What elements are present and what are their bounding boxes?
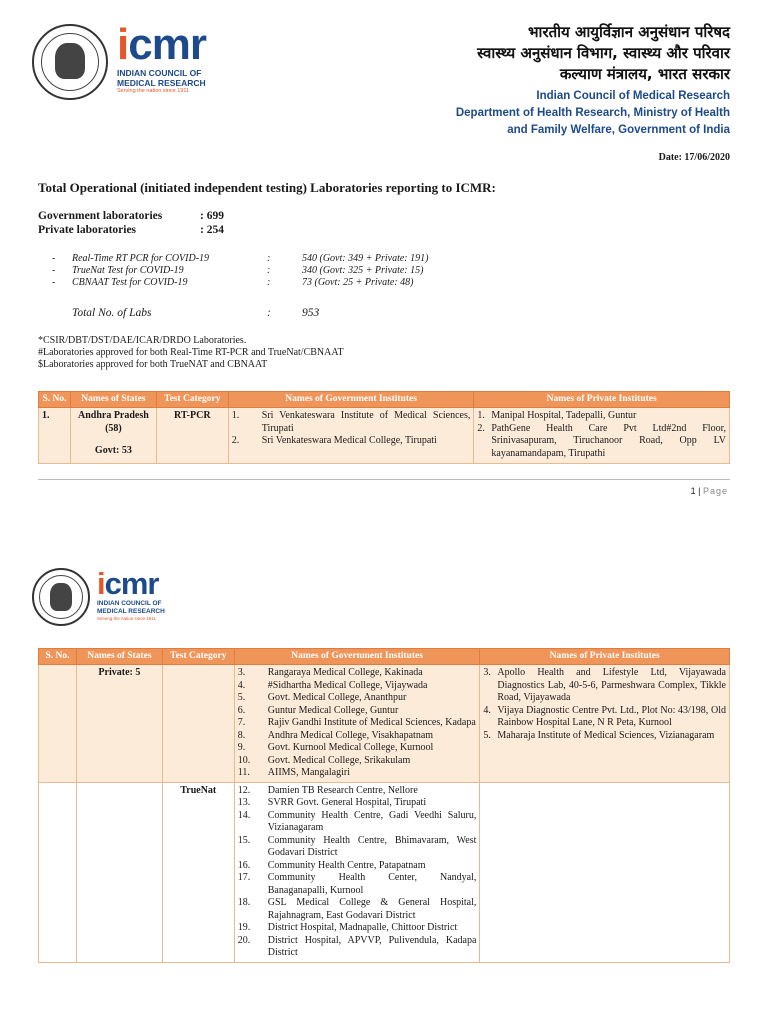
row-category: RT-PCR — [156, 408, 228, 464]
table-row — [39, 665, 730, 783]
row-govt-list — [234, 665, 480, 783]
row-sno: 1. — [39, 408, 71, 464]
test-row: - Real-Time RT PCR for COVID-19 : 540 (Govt: 349 + Private: 191) — [52, 253, 429, 264]
row-state — [76, 782, 162, 962]
row-state: Private: 5 — [76, 665, 162, 783]
row-category: TrueNat — [162, 782, 234, 962]
list-item: 1. Manipal Hospital, Tadepalli, Guntur — [477, 410, 637, 421]
logo-tagline: Serving the nation since 1911 — [97, 616, 156, 621]
test-row: - TrueNat Test for COVID-19 : 340 (Govt: 325 + Private: 15) — [52, 265, 424, 276]
header-private-institutes: Names of Private Institutes — [474, 392, 730, 408]
row-sno — [39, 782, 77, 962]
test-breakdown — [52, 253, 428, 289]
page-divider — [38, 479, 730, 480]
list-item: 10. Govt. Medical College, Srikakulam — [237, 754, 411, 766]
row-category — [162, 665, 234, 783]
page-title: Total Operational (initiated independent testing) Laboratories reporting to ICMR: — [38, 180, 496, 195]
icmr-logo: icmr — [97, 566, 159, 601]
list-item: 1. Sri Venkateswara Institute of Medical Sciences, Tirupati — [231, 410, 471, 434]
lab-counts — [38, 209, 224, 237]
page-number: 1 | Page — [690, 486, 728, 496]
hindi-header: भारतीय आयुर्विज्ञान अनुसंधान परिषद स्वास्थ्य अनुसंधान विभाग, स्वास्थ्य और परिवार कल्याण मंत्रालय, भारत सरकार — [477, 23, 730, 83]
table-header-row — [39, 392, 730, 408]
row-state: Andhra Pradesh (58) Govt: 53 — [70, 408, 156, 464]
count-row: Government laboratories : 699 — [38, 210, 224, 222]
header-sno: S. No. — [39, 649, 77, 665]
list-item: 9. Govt. Kurnool Medical College, Kurnool — [237, 742, 434, 753]
list-item: 8. Andhra Medical College, Visakhapatnam — [237, 729, 434, 741]
footnotes: *CSIR/DBT/DST/DAE/ICAR/DRDO Laboratories. #Laboratories approved for both Real-Time RT-PCR and TrueNat/CBNAAT $Laboratories approved for both TrueNAT and CBNAAT — [38, 335, 344, 370]
row-govt-list — [234, 782, 480, 962]
page-2 — [0, 560, 768, 1024]
header-govt-institutes: Names of Government Institutes — [234, 649, 480, 665]
list-item: 3. Rangaraya Medical College, Kakinada — [237, 667, 423, 678]
document-date: Date: 17/06/2020 — [658, 152, 730, 163]
page-1 — [0, 0, 768, 510]
government-emblem-seal-icon — [32, 568, 90, 626]
header-category: Test Category — [156, 392, 228, 408]
table-header-row — [39, 649, 730, 665]
total-labs: Total No. of Labs : 953 — [72, 307, 320, 319]
list-item: 20. District Hospital, APVVP, Pulivendula, Kadapa District — [237, 934, 477, 958]
table-row — [39, 782, 730, 962]
list-item: 14. Community Health Centre, Gadi Veedhi Saluru, Vizianagaram — [237, 809, 477, 833]
header-sno: S. No. — [39, 392, 71, 408]
list-item: 2. PathGene Health Care Pvt Ltd#2nd Floor, Srinivasapuram, Tiruchanoor Road, Opp LV kayanamandapam, Tirupathi — [477, 422, 726, 459]
list-item: 6. Guntur Medical College, Guntur — [237, 704, 399, 716]
labs-table-page-2 — [38, 648, 730, 963]
list-item: 5. Govt. Medical College, Ananthpur — [237, 692, 407, 703]
list-item: 17. Community Health Center, Nandyal, Banaganapalli, Kurnool — [237, 872, 477, 896]
row-sno — [39, 665, 77, 783]
row-govt-list — [228, 408, 474, 464]
icmr-logo: icmr — [117, 20, 206, 69]
list-item: 5. Maharaja Institute of Medical Sciences, Vizianagaram — [483, 729, 715, 741]
header-states: Names of States — [76, 649, 162, 665]
table-row — [39, 408, 730, 464]
logo-subtitle: INDIAN COUNCIL OF MEDICAL RESEARCH — [117, 68, 206, 88]
english-header: Indian Council of Medical Research Department of Health Research, Ministry of Health and Family Welfare, Government of India — [455, 90, 730, 136]
list-item: 16. Community Health Centre, Patapatnam — [237, 859, 426, 871]
list-item: 4. #Sidhartha Medical College, Vijaywada — [237, 679, 428, 691]
list-item: 4. Vijaya Diagnostic Centre Pvt. Ltd., Plot No: 43/198, Old Rainbow Hospital Lane, N R Peta, Kurnool — [483, 704, 726, 728]
header-states: Names of States — [70, 392, 156, 408]
list-item: 2. Sri Venkateswara Medical College, Tirupati — [231, 435, 437, 446]
list-item: 18. GSL Medical College & General Hospital, Rajahnagram, East Godavari District — [237, 897, 477, 921]
test-row: - CBNAAT Test for COVID-19 : 73 (Govt: 25 + Private: 48) — [52, 277, 414, 288]
list-item: 15. Community Health Centre, Bhimavaram, West Godavari District — [237, 834, 477, 858]
header-category: Test Category — [162, 649, 234, 665]
list-item: 7. Rajiv Gandhi Institute of Medical Sciences, Kadapa — [237, 717, 476, 728]
list-item: 19. District Hospital, Madnapalle, Chittoor District — [237, 922, 458, 933]
logo-tagline: Serving the nation since 1911 — [117, 88, 190, 94]
list-item: 13. SVRR Govt. General Hospital, Tirupati — [237, 797, 427, 808]
logo-subtitle: INDIAN COUNCIL OF MEDICAL RESEARCH — [97, 600, 165, 615]
count-row: Private laboratories : 254 — [38, 224, 224, 236]
government-emblem-seal-icon — [32, 24, 108, 100]
row-private-list — [474, 408, 730, 464]
row-private-list — [480, 665, 730, 783]
header-govt-institutes: Names of Government Institutes — [228, 392, 474, 408]
list-item: 3. Apollo Health and Lifestyle Ltd, Vijayawada Diagnostics Lab, 40-5-6, Parmeshwara Complex, Tikkle Road, Vijayawada — [483, 667, 726, 703]
list-item: 11. AIIMS, Mangalagiri — [237, 767, 350, 778]
list-item: 12. Damien TB Research Centre, Nellore — [237, 784, 418, 796]
header-private-institutes: Names of Private Institutes — [480, 649, 730, 665]
row-private-list — [480, 782, 730, 962]
labs-table-page-1 — [38, 391, 730, 464]
